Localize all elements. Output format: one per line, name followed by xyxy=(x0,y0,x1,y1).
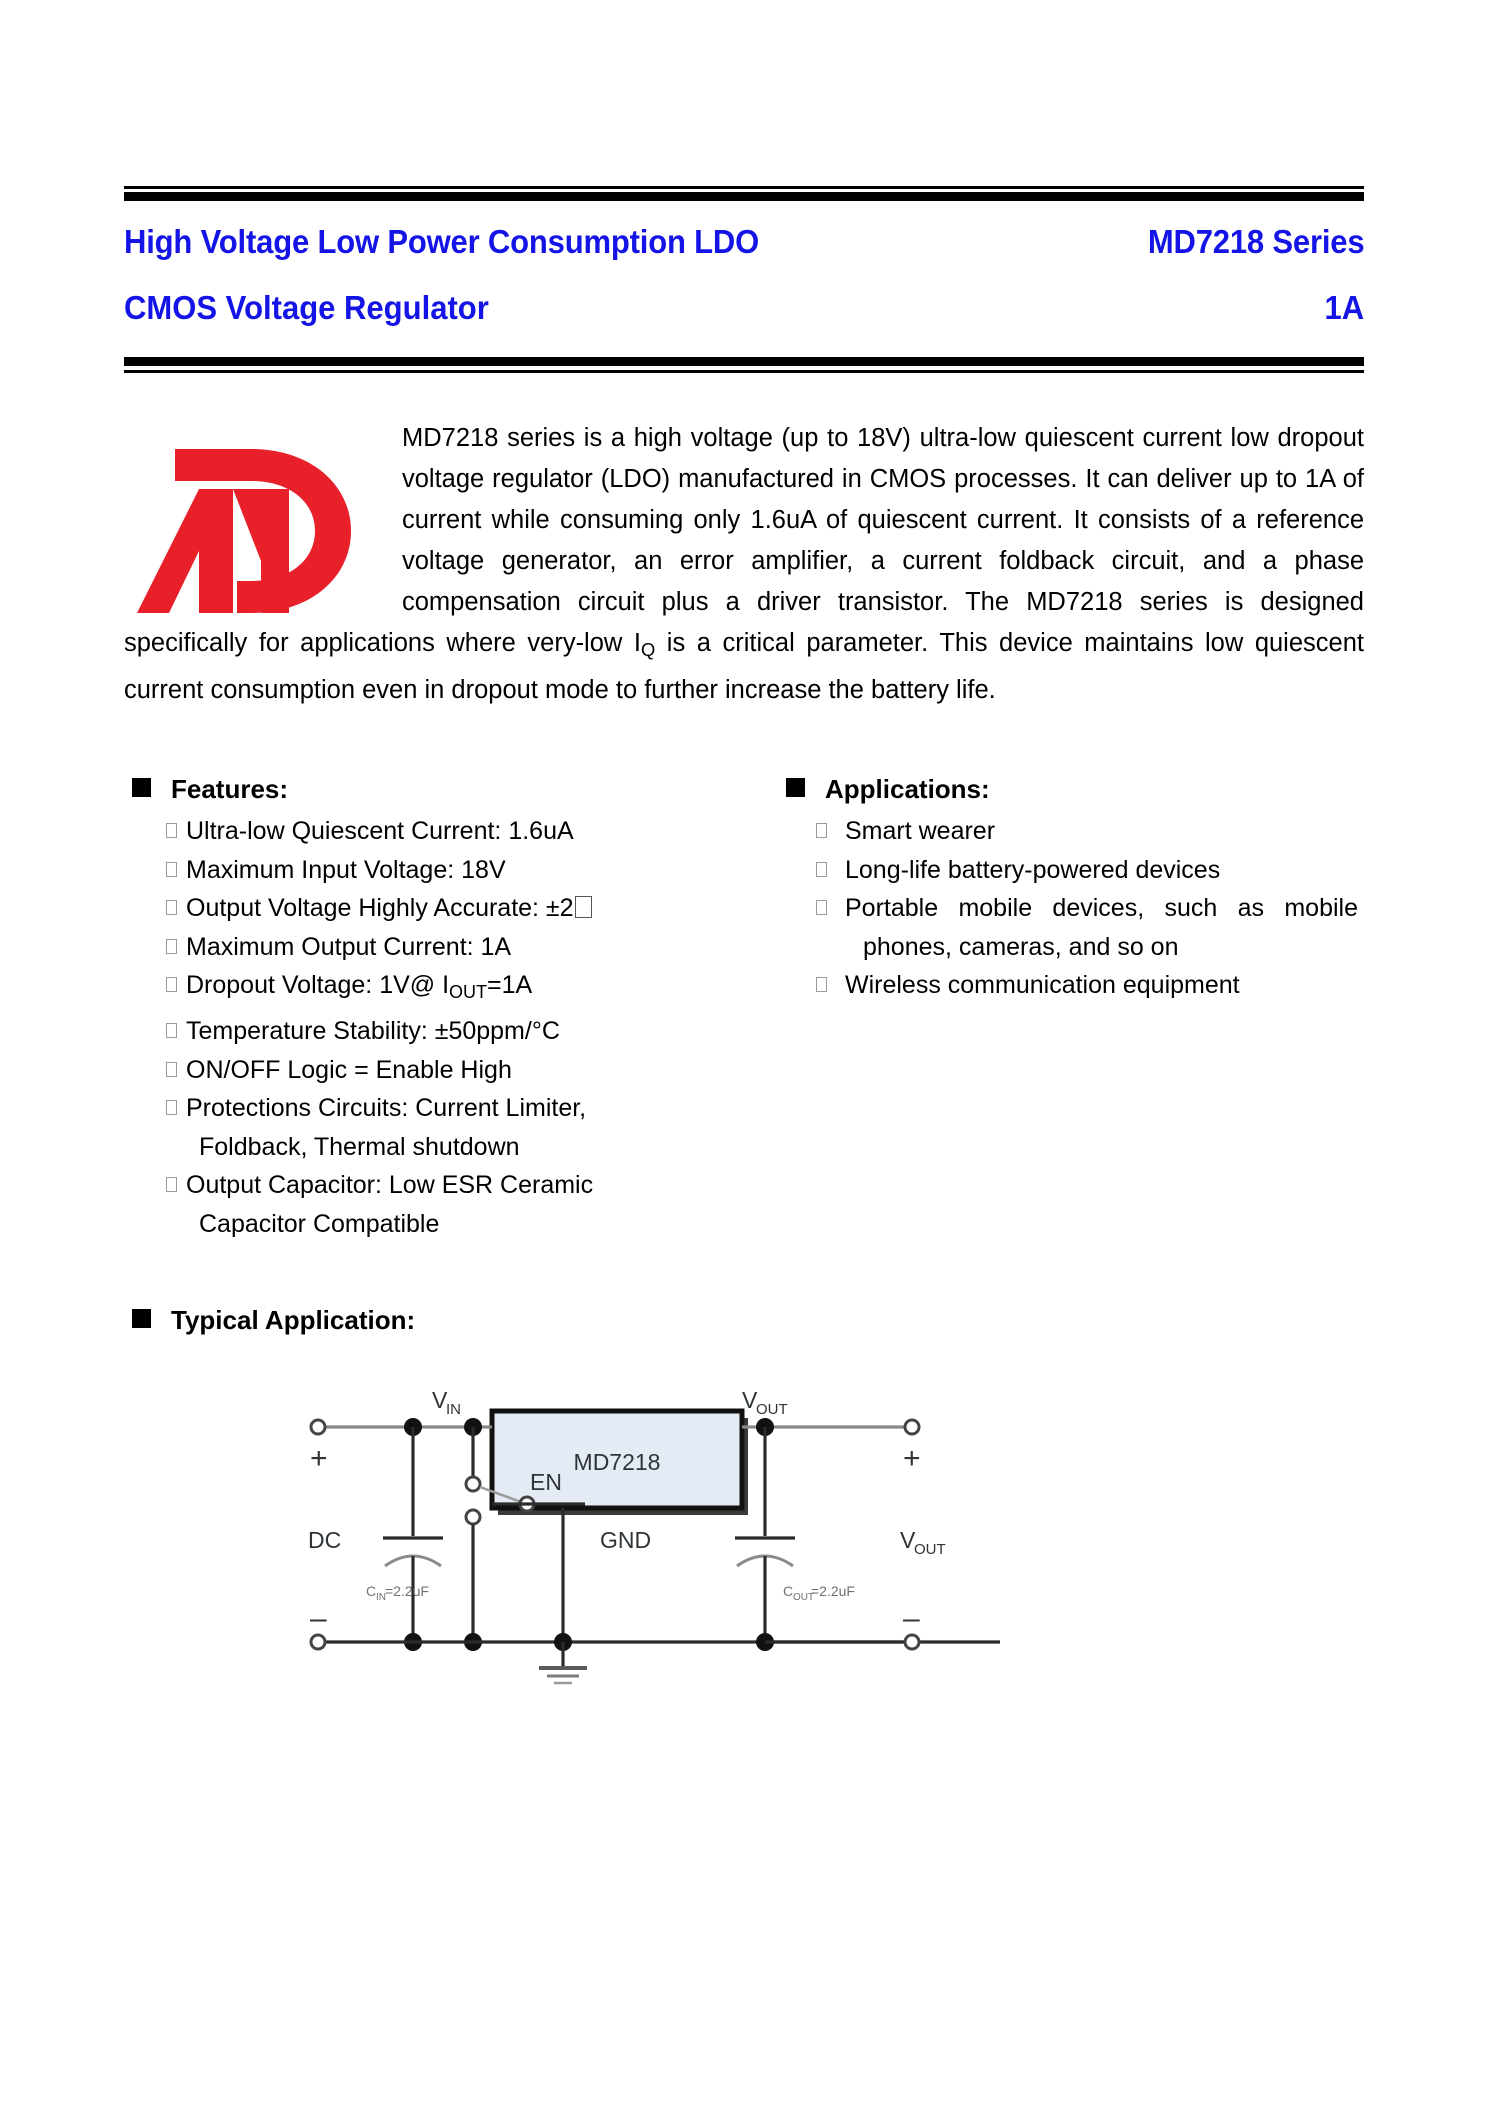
cout-value: =2.2uF xyxy=(811,1583,855,1599)
intro-text-part1: MD7218 series is a high voltage (up to 18V) ultra-low quiescent current low dropout voltage regulator (LDO) manufactured in CMOS processes. It can deliver up to 1A of current while consuming only 1.6uA of quiescent current. It consists of a reference voltage generator, an error amplifier, a current foldback circuit, and a phase compensation circuit plus a driver transistor. The MD7218 series is designed specifically for applications where very-low I xyxy=(124,424,1364,657)
dc-source-label: DC xyxy=(308,1527,342,1553)
output-negative-terminal xyxy=(905,1635,919,1649)
feature-text: Temperature Stability: ±50ppm/°C xyxy=(186,1017,560,1045)
applications-list xyxy=(816,812,1376,1005)
bullet-square-icon xyxy=(166,900,177,915)
application-text-continuation: phones, cameras, and so on xyxy=(863,932,1179,961)
features-heading xyxy=(132,774,288,805)
header-rule-top xyxy=(124,186,1364,201)
cin-value: =2.2uF xyxy=(385,1583,429,1599)
cout-label-sub: OUT xyxy=(793,1592,815,1603)
en-label: EN xyxy=(530,1469,562,1495)
en-switch-contact-upper xyxy=(466,1477,480,1491)
features-list xyxy=(166,812,686,1244)
square-bullet-icon xyxy=(132,778,151,797)
output-minus-sign: – xyxy=(903,1602,920,1635)
list-item-continuation xyxy=(166,1205,686,1244)
input-plus-sign: + xyxy=(310,1442,328,1475)
list-item-continuation xyxy=(816,928,1376,967)
bullet-square-icon xyxy=(816,977,827,992)
typical-application-heading-label: Typical Application: xyxy=(171,1305,416,1335)
bullet-square-icon xyxy=(166,862,177,877)
list-item xyxy=(166,1051,686,1090)
en-lower-terminal xyxy=(466,1510,480,1524)
bullet-square-icon xyxy=(166,939,177,954)
feature-text-after: =1A xyxy=(487,971,533,1000)
vout-pin-label: V xyxy=(742,1387,758,1413)
input-minus-sign: – xyxy=(310,1602,327,1635)
application-text: Long-life battery-powered devices xyxy=(845,855,1221,884)
square-bullet-icon xyxy=(786,778,805,797)
feature-text: ON/OFF Logic = Enable High xyxy=(186,1055,512,1084)
intro-paragraph xyxy=(124,418,1364,711)
list-item xyxy=(166,1166,686,1205)
list-item xyxy=(816,966,1376,1005)
feature-subscript: OUT xyxy=(449,982,488,1003)
list-item xyxy=(166,812,686,851)
intro-subscript: Q xyxy=(640,639,656,661)
bullet-square-icon xyxy=(166,977,177,992)
bullet-square-icon xyxy=(166,1062,177,1077)
feature-text: Protections Circuits: Current Limiter, xyxy=(186,1094,587,1123)
list-item xyxy=(816,812,1376,851)
page-title-secondary: CMOS Voltage Regulator xyxy=(124,289,489,326)
current-rating-label: 1A xyxy=(1324,289,1364,326)
list-item xyxy=(166,966,686,1012)
input-negative-terminal xyxy=(311,1635,325,1649)
application-text: Wireless communication equipment xyxy=(845,971,1240,1000)
list-item-continuation xyxy=(166,1128,686,1167)
typical-application-circuit-diagram xyxy=(300,1380,1200,1700)
bullet-square-icon xyxy=(816,900,827,915)
title-row-2 xyxy=(124,289,1364,327)
page-header xyxy=(124,186,1364,373)
cout-label: C xyxy=(783,1583,794,1599)
list-item xyxy=(166,851,686,890)
list-item xyxy=(166,889,686,928)
ic-label: MD7218 xyxy=(573,1449,661,1475)
part-series-label: MD7218 Series xyxy=(1147,223,1364,260)
input-positive-terminal xyxy=(311,1420,325,1434)
bullet-square-icon xyxy=(816,862,827,877)
title-row-1 xyxy=(124,223,1364,261)
vout-label: V xyxy=(900,1527,916,1553)
output-positive-terminal xyxy=(905,1420,919,1434)
feature-text-continuation: Capacitor Compatible xyxy=(199,1209,440,1238)
vout-label-sub: OUT xyxy=(914,1541,946,1558)
bullet-square-icon xyxy=(166,1023,177,1038)
feature-text: Maximum Output Current: 1A xyxy=(186,932,512,961)
typical-application-heading xyxy=(132,1305,415,1336)
feature-text: Output Capacitor: Low ESR Ceramic xyxy=(186,1171,594,1200)
applications-heading-label: Applications: xyxy=(825,774,990,804)
application-text: Portable mobile devices, such as mobile xyxy=(845,894,1358,923)
application-text: Smart wearer xyxy=(845,817,996,845)
list-item xyxy=(816,851,1376,890)
feature-text: Dropout Voltage: 1V@ I xyxy=(186,971,450,1000)
cin-label-sub: IN xyxy=(376,1592,386,1603)
intro-text-part2: is a critical parameter. This device maintains low quiescent current consumption even in dropout mode to further increase the battery life. xyxy=(124,629,1364,705)
vin-label: V xyxy=(432,1387,448,1413)
bullet-square-icon xyxy=(816,823,827,838)
list-item xyxy=(166,1012,686,1051)
output-plus-sign: + xyxy=(903,1442,921,1475)
page-title-primary: High Voltage Low Power Consumption LDO xyxy=(124,223,760,260)
square-bullet-icon xyxy=(132,1309,151,1328)
gnd-label: GND xyxy=(600,1527,652,1553)
feature-text: Ultra-low Quiescent Current: 1.6uA xyxy=(186,817,574,845)
feature-text: Output Voltage Highly Accurate: ±2 xyxy=(186,894,574,923)
missing-glyph-icon xyxy=(575,896,592,918)
list-item xyxy=(166,1089,686,1128)
bullet-square-icon xyxy=(166,823,177,838)
bullet-square-icon xyxy=(166,1100,177,1115)
bullet-square-icon xyxy=(166,1177,177,1192)
feature-text-continuation: Foldback, Thermal shutdown xyxy=(199,1132,520,1161)
applications-heading xyxy=(786,774,990,805)
list-item xyxy=(166,928,686,967)
feature-text: Maximum Input Voltage: 18V xyxy=(186,855,506,884)
header-rule-bottom xyxy=(124,357,1364,373)
vin-label-sub: IN xyxy=(446,1401,461,1418)
list-item xyxy=(816,889,1376,928)
vout-pin-label-sub: OUT xyxy=(756,1401,788,1418)
cin-label: C xyxy=(366,1583,377,1599)
features-heading-label: Features: xyxy=(171,774,289,804)
